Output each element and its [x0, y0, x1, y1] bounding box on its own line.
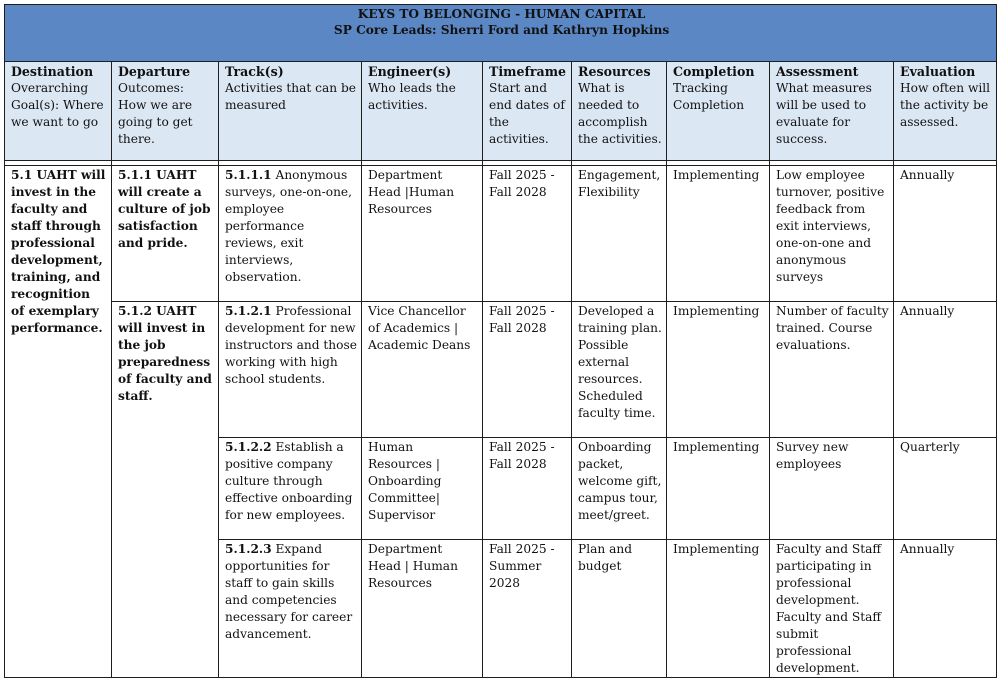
- title-line-1: KEYS TO BELONGING - HUMAN CAPITAL: [357, 7, 646, 21]
- header-timeframe: Timeframe Start and end dates of the activities.: [483, 62, 572, 161]
- header-tracks: Track(s) Activities that can be measured: [219, 62, 362, 161]
- title-line-2: SP Core Leads: Sherri Ford and Kathryn Hopkins: [333, 23, 670, 37]
- header-row: [5, 62, 997, 161]
- header-destination: Destination Overarching Goal(s): Where we want to go: [5, 62, 112, 161]
- table-row: [5, 166, 997, 302]
- assessment-cell: Faculty and Staff participating in professional development. Faculty and Staff submit professional development.: [770, 540, 894, 678]
- assessment-cell: Survey new employees: [770, 438, 894, 540]
- track-cell: 5.1.2.3 Expand opportunities for staff to gain skills and competencies necessary for career advancement.: [219, 540, 362, 678]
- completion-cell: Implementing: [667, 302, 770, 438]
- resources-cell: Plan and budget: [572, 540, 667, 678]
- engineer-cell: Human Resources | Onboarding Committee| Supervisor: [362, 438, 483, 540]
- destination-cell: 5.1 UAHT will invest in the faculty and staff through professional development, training, and recognition of exemplary performance.: [5, 166, 112, 678]
- track-cell: 5.1.1.1 Anonymous surveys, one-on-one, employee performance reviews, exit interviews, observation.: [219, 166, 362, 302]
- evaluation-cell: Annually: [894, 166, 997, 302]
- header-departure: Departure Outcomes: How we are going to get there.: [112, 62, 219, 161]
- track-cell: 5.1.2.2 Establish a positive company culture through effective onboarding for new employees.: [219, 438, 362, 540]
- departure-cell: 5.1.1 UAHT will create a culture of job satisfaction and pride.: [112, 166, 219, 302]
- table-row: [5, 302, 997, 438]
- resources-cell: Onboarding packet, welcome gift, campus tour, meet/greet.: [572, 438, 667, 540]
- completion-cell: Implementing: [667, 166, 770, 302]
- header-evaluation: Evaluation How often will the activity be assessed.: [894, 62, 997, 161]
- header-assessment: Assessment What measures will be used to evaluate for success.: [770, 62, 894, 161]
- completion-cell: Implementing: [667, 438, 770, 540]
- evaluation-cell: Annually: [894, 302, 997, 438]
- header-resources: Resources What is needed to accomplish the activities.: [572, 62, 667, 161]
- timeframe-cell: Fall 2025 - Fall 2028: [483, 166, 572, 302]
- engineer-cell: Department Head |Human Resources: [362, 166, 483, 302]
- evaluation-cell: Annually: [894, 540, 997, 678]
- table-title: [5, 5, 997, 62]
- engineer-cell: Department Head | Human Resources: [362, 540, 483, 678]
- assessment-cell: Number of faculty trained. Course evaluations.: [770, 302, 894, 438]
- timeframe-cell: Fall 2025 - Fall 2028: [483, 438, 572, 540]
- departure-cell: 5.1.2 UAHT will invest in the job preparedness of faculty and staff.: [112, 302, 219, 678]
- resources-cell: Developed a training plan. Possible external resources. Scheduled faculty time.: [572, 302, 667, 438]
- assessment-cell: Low employee turnover, positive feedback from exit interviews, one-on-one and anonymous surveys: [770, 166, 894, 302]
- header-completion: Completion Tracking Completion: [667, 62, 770, 161]
- completion-cell: Implementing: [667, 540, 770, 678]
- evaluation-cell: Quarterly: [894, 438, 997, 540]
- resources-cell: Engagement, Flexibility: [572, 166, 667, 302]
- timeframe-cell: Fall 2025 - Fall 2028: [483, 302, 572, 438]
- strategic-plan-table: [4, 4, 997, 678]
- engineer-cell: Vice Chancellor of Academics | Academic Deans: [362, 302, 483, 438]
- timeframe-cell: Fall 2025 - Summer 2028: [483, 540, 572, 678]
- track-cell: 5.1.2.1 Professional development for new instructors and those working with high school students.: [219, 302, 362, 438]
- header-engineers: Engineer(s) Who leads the activities.: [362, 62, 483, 161]
